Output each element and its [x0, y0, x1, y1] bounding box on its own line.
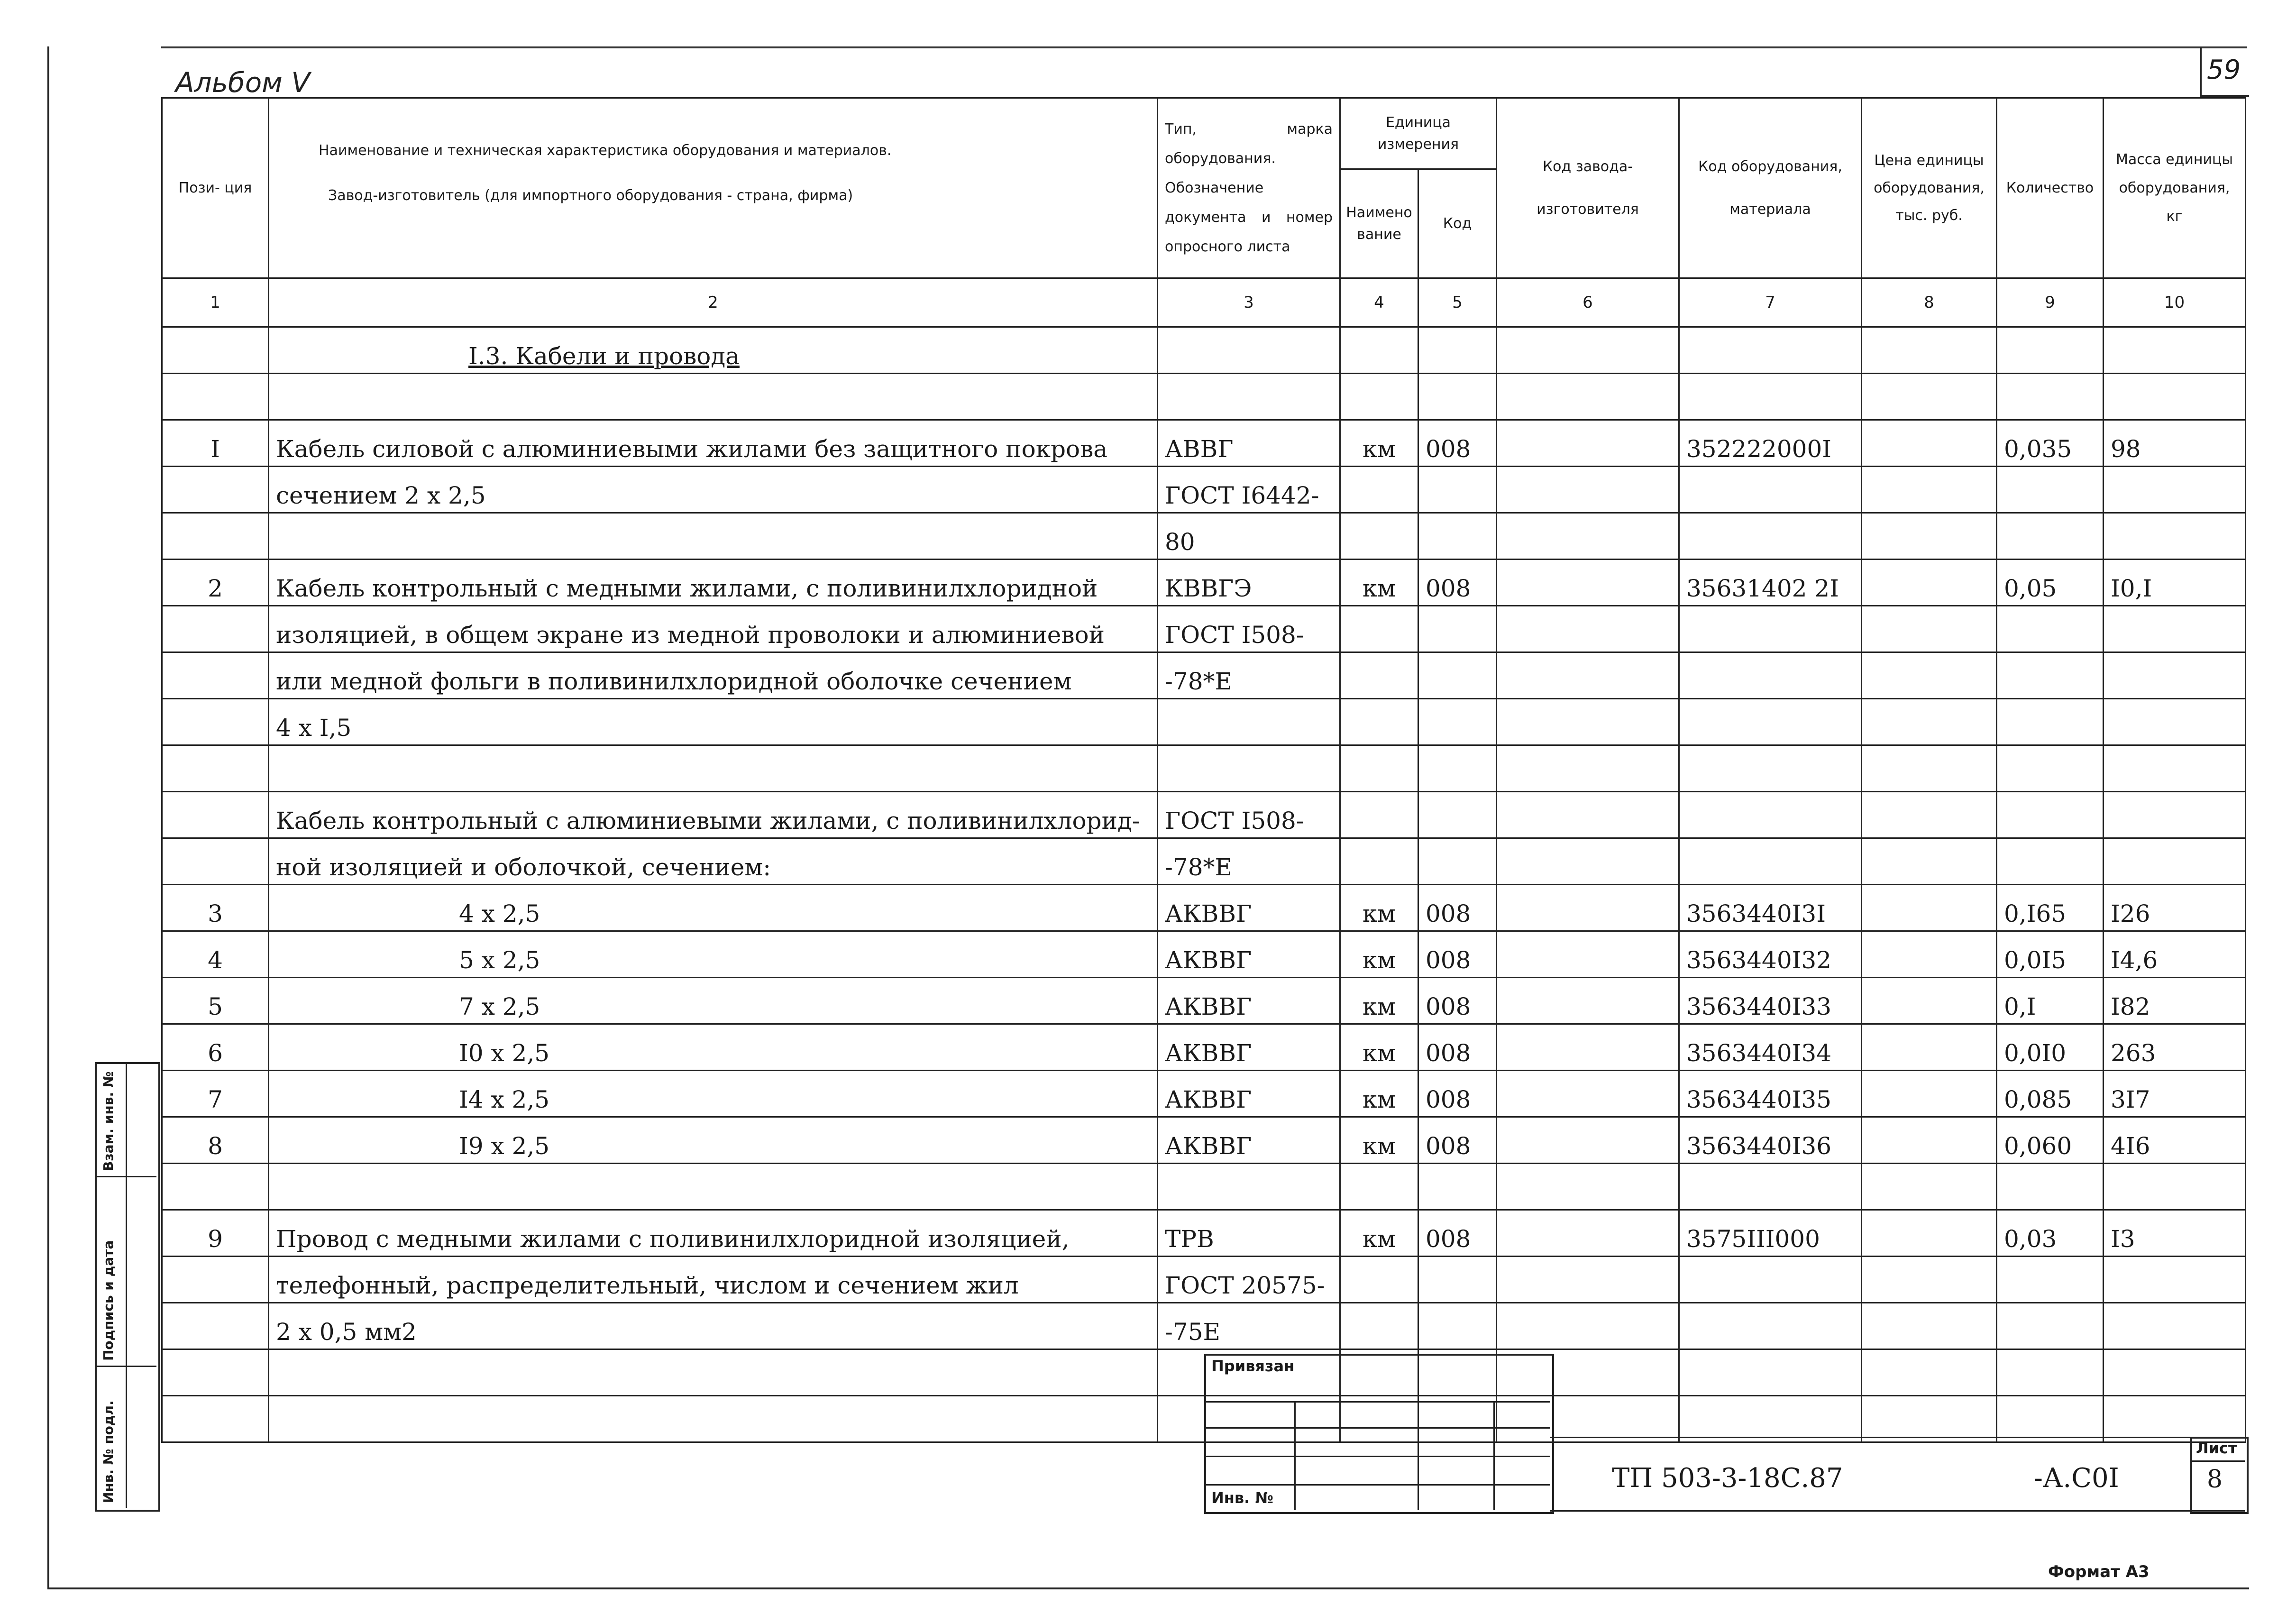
cell-pos [162, 792, 269, 838]
col-header-mass: Масса единицы оборудования, кг [2104, 98, 2246, 278]
cell-equip [1679, 745, 1862, 792]
cell-factory [1497, 1024, 1679, 1071]
cell-pos [162, 1349, 269, 1396]
page-number: 59 [2207, 55, 2241, 85]
cell-type: АКВВГ [1158, 1024, 1340, 1071]
cell-price [1862, 745, 1997, 792]
table-row [162, 978, 2246, 1024]
cell-pos [162, 699, 269, 745]
format-label: Формат А3 [2048, 1562, 2150, 1581]
cell-price [1862, 374, 1997, 420]
cell-price [1862, 1164, 1997, 1210]
cell-factory [1497, 931, 1679, 978]
col-header-factory-code: Код завода-изготовителя [1497, 98, 1679, 278]
cell-factory [1497, 1071, 1679, 1117]
cell-pos [162, 374, 269, 420]
column-number: 1 [162, 278, 269, 327]
cell-unit [1340, 1257, 1418, 1303]
column-number: 10 [2104, 278, 2246, 327]
cell-factory [1497, 885, 1679, 931]
cell-mass [2104, 467, 2246, 513]
cell-price [1862, 978, 1997, 1024]
cell-type: -78*Е [1158, 652, 1340, 699]
cell-pos: 6 [162, 1024, 269, 1071]
table-row [162, 1071, 2246, 1117]
stamp-divider [1493, 1401, 1495, 1510]
cell-unit: км [1340, 560, 1418, 606]
cell-pos: I [162, 420, 269, 467]
cell-equip [1679, 1303, 1862, 1349]
cell-qty [1997, 1303, 2104, 1349]
table-row [162, 1396, 2246, 1442]
cell-qty [1997, 374, 2104, 420]
cell-pos [162, 1164, 269, 1210]
cell-code: 008 [1418, 420, 1497, 467]
cell-price [1862, 467, 1997, 513]
cell-equip [1679, 374, 1862, 420]
cell-unit: км [1340, 1071, 1418, 1117]
cell-factory [1497, 374, 1679, 420]
cell-price [1862, 1257, 1997, 1303]
cell-type: -75Е [1158, 1303, 1340, 1349]
side-replace-inv: Взам. инв. № [101, 1071, 116, 1171]
cell-qty: 0,I65 [1997, 885, 2104, 931]
cell-price [1862, 792, 1997, 838]
cell-equip: 352222000I [1679, 420, 1862, 467]
cell-equip [1679, 1257, 1862, 1303]
cell-factory [1497, 745, 1679, 792]
section-title: I.3. Кабели и провода [269, 327, 1158, 374]
cell-price [1862, 931, 1997, 978]
top-rule [161, 46, 2247, 48]
cell-qty [1997, 1257, 2104, 1303]
table-row [162, 745, 2246, 792]
cell-pos [162, 745, 269, 792]
cell-unit [1340, 652, 1418, 699]
cell-qty: 0,03 [1997, 1210, 2104, 1257]
cell-factory [1497, 1164, 1679, 1210]
cell-pos [162, 1303, 269, 1349]
title-block-line [1550, 1437, 2190, 1438]
cell-qty [1997, 838, 2104, 885]
cell-pos [162, 606, 269, 652]
cell-mass [2104, 1396, 2246, 1442]
cell-mass [2104, 606, 2246, 652]
cell-code: 008 [1418, 1210, 1497, 1257]
cell-mass: I82 [2104, 978, 2246, 1024]
table-row [162, 420, 2246, 467]
cell-code [1418, 1164, 1497, 1210]
cell-price [1862, 1349, 1997, 1396]
cell-price [1862, 1396, 1997, 1442]
cell-equip [1679, 1396, 1862, 1442]
cell-type [1158, 1164, 1340, 1210]
cell-name: Провод с медными жилами с поливинилхлоридной изоляцией, [269, 1210, 1158, 1257]
table-row [162, 885, 2246, 931]
cell-type: ГОСТ I6442- [1158, 467, 1340, 513]
cell-qty [1997, 1396, 2104, 1442]
cell-qty: 0,I [1997, 978, 2104, 1024]
cell-equip: 35631402 2I [1679, 560, 1862, 606]
table-row [162, 1210, 2246, 1257]
cell-mass [2104, 838, 2246, 885]
table-row [162, 1117, 2246, 1164]
cell-name: 2 x 0,5 мм2 [269, 1303, 1158, 1349]
cell-factory [1497, 513, 1679, 560]
cell-name: 7 x 2,5 [269, 978, 1158, 1024]
cell-price [1862, 606, 1997, 652]
cell-mass: 3I7 [2104, 1071, 2246, 1117]
table-row [162, 513, 2246, 560]
cell-unit [1340, 606, 1418, 652]
cell-code [1418, 652, 1497, 699]
cell-price [1862, 885, 1997, 931]
cell-mass: I26 [2104, 885, 2246, 931]
cell-name [269, 374, 1158, 420]
cell-equip: 3563440I3I [1679, 885, 1862, 931]
cell-qty: 0,05 [1997, 560, 2104, 606]
cell-price [1862, 838, 1997, 885]
cell-price [1862, 1303, 1997, 1349]
cell-name: Кабель контрольный с медными жилами, с поливинилхлоридной [269, 560, 1158, 606]
cell-equip [1679, 792, 1862, 838]
cell-type: АКВВГ [1158, 1071, 1340, 1117]
table-row [162, 792, 2246, 838]
cell-unit: км [1340, 978, 1418, 1024]
cell-unit [1340, 1303, 1418, 1349]
cell-price [1862, 1117, 1997, 1164]
side-strip-divider [126, 1062, 127, 1508]
cell-pos [162, 838, 269, 885]
cell-factory [1497, 606, 1679, 652]
cell-factory [1497, 792, 1679, 838]
cell-equip: 3563440I34 [1679, 1024, 1862, 1071]
stamp-inventory-label: Инв. № [1211, 1489, 1273, 1507]
cell-type: КВВГЭ [1158, 560, 1340, 606]
cell-mass [2104, 513, 2246, 560]
table-row [162, 1303, 2246, 1349]
cell-type: АКВВГ [1158, 931, 1340, 978]
cell-qty [1997, 699, 2104, 745]
cell-mass: I0,I [2104, 560, 2246, 606]
cell-name [269, 745, 1158, 792]
cell-price [1862, 560, 1997, 606]
cell-qty [1997, 652, 2104, 699]
cell-factory [1497, 699, 1679, 745]
cell-type: ГОСТ I508- [1158, 606, 1340, 652]
cell-name: сечением 2 x 2,5 [269, 467, 1158, 513]
cell-code: 008 [1418, 1117, 1497, 1164]
cell-unit: км [1340, 1117, 1418, 1164]
cell-code: 008 [1418, 1071, 1497, 1117]
cell-unit [1340, 467, 1418, 513]
cell-code [1418, 467, 1497, 513]
cell-factory [1497, 978, 1679, 1024]
cell-code [1418, 606, 1497, 652]
column-number: 3 [1158, 278, 1340, 327]
cell-mass: 263 [2104, 1024, 2246, 1071]
cell-equip [1679, 467, 1862, 513]
cell-factory [1497, 1210, 1679, 1257]
cell-type [1158, 699, 1340, 745]
col-header-unit-code: Код [1418, 169, 1497, 278]
document-code: ТП 503-3-18С.87 [1612, 1463, 1843, 1494]
cell-code: 008 [1418, 560, 1497, 606]
cell-code [1418, 1303, 1497, 1349]
cell-name: I9 x 2,5 [269, 1117, 1158, 1164]
cell-type: АКВВГ [1158, 978, 1340, 1024]
table-row [162, 374, 2246, 420]
cell-name: I0 x 2,5 [269, 1024, 1158, 1071]
cell-code [1418, 838, 1497, 885]
cell-name: изоляцией, в общем экране из медной проволоки и алюминиевой [269, 606, 1158, 652]
cell-pos: 5 [162, 978, 269, 1024]
cell-type: ГОСТ I508- [1158, 792, 1340, 838]
cell-pos [162, 467, 269, 513]
sheet-box-line [2190, 1460, 2245, 1462]
column-number: 6 [1497, 278, 1679, 327]
cell-factory [1497, 467, 1679, 513]
side-sign-date: Подпись и дата [101, 1240, 116, 1361]
cell-mass [2104, 745, 2246, 792]
cell-qty: 0,035 [1997, 420, 2104, 467]
sheet-number: 8 [2207, 1465, 2223, 1494]
cell-type [1158, 374, 1340, 420]
cell-code [1418, 792, 1497, 838]
cell-pos [162, 1396, 269, 1442]
side-inv-orig: Инв. № подл. [101, 1400, 116, 1503]
col-header-price: Цена единицы оборудования, тыс. руб. [1862, 98, 1997, 278]
cell-unit: км [1340, 931, 1418, 978]
table-row [162, 606, 2246, 652]
cell-unit: км [1340, 885, 1418, 931]
table-row [162, 838, 2246, 885]
specification-table [161, 97, 2246, 1443]
cell-price [1862, 699, 1997, 745]
cell-qty [1997, 745, 2104, 792]
stamp-title: Привязан [1211, 1357, 1295, 1375]
cell-unit: км [1340, 1210, 1418, 1257]
column-number: 9 [1997, 278, 2104, 327]
col-header-name-line2: Завод-изготовитель (для импортного оборудования - страна, фирма) [328, 187, 853, 204]
cell-mass [2104, 652, 2246, 699]
cell-qty: 0,0I5 [1997, 931, 2104, 978]
col-header-type: Тип, марка оборудования. Обозначение документа и номер опросного листа [1158, 98, 1340, 278]
cell-name: 4 x I,5 [269, 699, 1158, 745]
cell-type [1158, 745, 1340, 792]
cell-unit [1340, 792, 1418, 838]
cell-unit: км [1340, 420, 1418, 467]
section-title-row [162, 327, 2246, 374]
cell-pos [162, 652, 269, 699]
cell-equip: 3563440I33 [1679, 978, 1862, 1024]
cell-pos: 8 [162, 1117, 269, 1164]
cell-code: 008 [1418, 885, 1497, 931]
cell-pos: 3 [162, 885, 269, 931]
cell-name [269, 1349, 1158, 1396]
cell-code: 008 [1418, 931, 1497, 978]
cell-name: I4 x 2,5 [269, 1071, 1158, 1117]
cell-name [269, 513, 1158, 560]
cell-qty [1997, 513, 2104, 560]
cell-unit [1340, 699, 1418, 745]
cell-mass: I3 [2104, 1210, 2246, 1257]
album-label: Альбом V [175, 66, 311, 99]
cell-qty: 0,085 [1997, 1071, 2104, 1117]
cell-factory [1497, 652, 1679, 699]
cell-name: 4 x 2,5 [269, 885, 1158, 931]
table-row [162, 1257, 2246, 1303]
cell-factory [1497, 1117, 1679, 1164]
stamp-divider [1294, 1401, 1296, 1510]
cell-name: телефонный, распределительный, числом и сечением жил [269, 1257, 1158, 1303]
cell-unit [1340, 513, 1418, 560]
stamp-line [1204, 1456, 1550, 1457]
cell-equip [1679, 838, 1862, 885]
cell-price [1862, 1210, 1997, 1257]
cell-code [1418, 513, 1497, 560]
cell-equip [1679, 652, 1862, 699]
cell-factory [1497, 838, 1679, 885]
cell-name: Кабель силовой с алюминиевыми жилами без защитного покрова [269, 420, 1158, 467]
cell-equip [1679, 1349, 1862, 1396]
table-row [162, 699, 2246, 745]
cell-name [269, 1164, 1158, 1210]
cell-type: АКВВГ [1158, 885, 1340, 931]
cell-mass: I4,6 [2104, 931, 2246, 978]
title-block-line [1550, 1510, 2245, 1512]
cell-equip [1679, 606, 1862, 652]
cell-type: -78*Е [1158, 838, 1340, 885]
cell-unit [1340, 838, 1418, 885]
table-row [162, 652, 2246, 699]
cell-qty [1997, 792, 2104, 838]
cell-name: 5 x 2,5 [269, 931, 1158, 978]
cell-type: 80 [1158, 513, 1340, 560]
cell-qty [1997, 606, 2104, 652]
cell-mass: 98 [2104, 420, 2246, 467]
cell-code [1418, 745, 1497, 792]
cell-factory [1497, 420, 1679, 467]
cell-code [1418, 1257, 1497, 1303]
cell-equip: 3563440I36 [1679, 1117, 1862, 1164]
cell-mass [2104, 792, 2246, 838]
cell-equip [1679, 1164, 1862, 1210]
document-suffix: -А.С0I [2034, 1463, 2119, 1494]
column-number: 5 [1418, 278, 1497, 327]
cell-qty [1997, 1164, 2104, 1210]
stamp-line [1204, 1484, 1550, 1486]
cell-type: ТРВ [1158, 1210, 1340, 1257]
cell-pos [162, 513, 269, 560]
cell-equip [1679, 699, 1862, 745]
cell-qty: 0,060 [1997, 1117, 2104, 1164]
column-number: 2 [269, 278, 1158, 327]
cell-mass [2104, 1349, 2246, 1396]
cell-mass [2104, 699, 2246, 745]
cell-factory [1497, 1303, 1679, 1349]
cell-mass [2104, 374, 2246, 420]
column-number-row [162, 278, 2246, 327]
column-number: 4 [1340, 278, 1418, 327]
cell-type: ГОСТ 20575- [1158, 1257, 1340, 1303]
cell-unit [1340, 374, 1418, 420]
stamp-divider [1418, 1401, 1419, 1510]
column-number: 7 [1679, 278, 1862, 327]
col-header-name [269, 98, 1158, 278]
table-row [162, 1349, 2246, 1396]
cell-type: АКВВГ [1158, 1117, 1340, 1164]
cell-type: АВВГ [1158, 420, 1340, 467]
cell-code: 008 [1418, 1024, 1497, 1071]
cell-unit [1340, 745, 1418, 792]
cell-pos: 9 [162, 1210, 269, 1257]
header-row-1 [162, 98, 2246, 169]
cell-name: Кабель контрольный с алюминиевыми жилами, с поливинилхлорид- [269, 792, 1158, 838]
cell-equip [1679, 513, 1862, 560]
table-row [162, 467, 2246, 513]
cell-price [1862, 513, 1997, 560]
cell-mass [2104, 1257, 2246, 1303]
cell-price [1862, 652, 1997, 699]
col-header-unit-name: Наименование [1340, 169, 1418, 278]
cell-price [1862, 1071, 1997, 1117]
cell-pos: 7 [162, 1071, 269, 1117]
stamp-line [1204, 1401, 1550, 1403]
col-header-equipment-code: Код оборудования, материала [1679, 98, 1862, 278]
cell-mass: 4I6 [2104, 1117, 2246, 1164]
cell-code [1418, 374, 1497, 420]
stamp-line [1204, 1427, 1550, 1429]
sheet-label: Лист [2196, 1439, 2237, 1457]
col-header-unit-group: Единица измерения [1340, 98, 1497, 169]
cell-price [1862, 1024, 1997, 1071]
cell-code: 008 [1418, 978, 1497, 1024]
cell-equip: 3575III000 [1679, 1210, 1862, 1257]
cell-code [1418, 699, 1497, 745]
cell-name: или медной фольги в поливинилхлоридной оболочке сечением [269, 652, 1158, 699]
cell-qty: 0,0I0 [1997, 1024, 2104, 1071]
table-row [162, 560, 2246, 606]
cell-name [269, 1396, 1158, 1442]
cell-pos [162, 1257, 269, 1303]
cell-qty [1997, 467, 2104, 513]
cell-mass [2104, 1303, 2246, 1349]
column-number: 8 [1862, 278, 1997, 327]
col-header-name-line1: Наименование и техническая характеристика оборудования и материалов. [319, 142, 892, 159]
cell-mass [2104, 1164, 2246, 1210]
cell-price [1862, 420, 1997, 467]
cell-equip: 3563440I32 [1679, 931, 1862, 978]
cell-factory [1497, 1257, 1679, 1303]
cell-pos: 2 [162, 560, 269, 606]
table-row [162, 1164, 2246, 1210]
cell-factory [1497, 560, 1679, 606]
cell-name: ной изоляцией и оболочкой, сечением: [269, 838, 1158, 885]
cell-unit: км [1340, 1024, 1418, 1071]
col-header-position: Пози- ция [162, 98, 269, 278]
table-row [162, 931, 2246, 978]
cell-unit [1340, 1164, 1418, 1210]
table-row [162, 1024, 2246, 1071]
cell-equip: 3563440I35 [1679, 1071, 1862, 1117]
cell-pos: 4 [162, 931, 269, 978]
cell-qty [1997, 1349, 2104, 1396]
col-header-quantity: Количество [1997, 98, 2104, 278]
